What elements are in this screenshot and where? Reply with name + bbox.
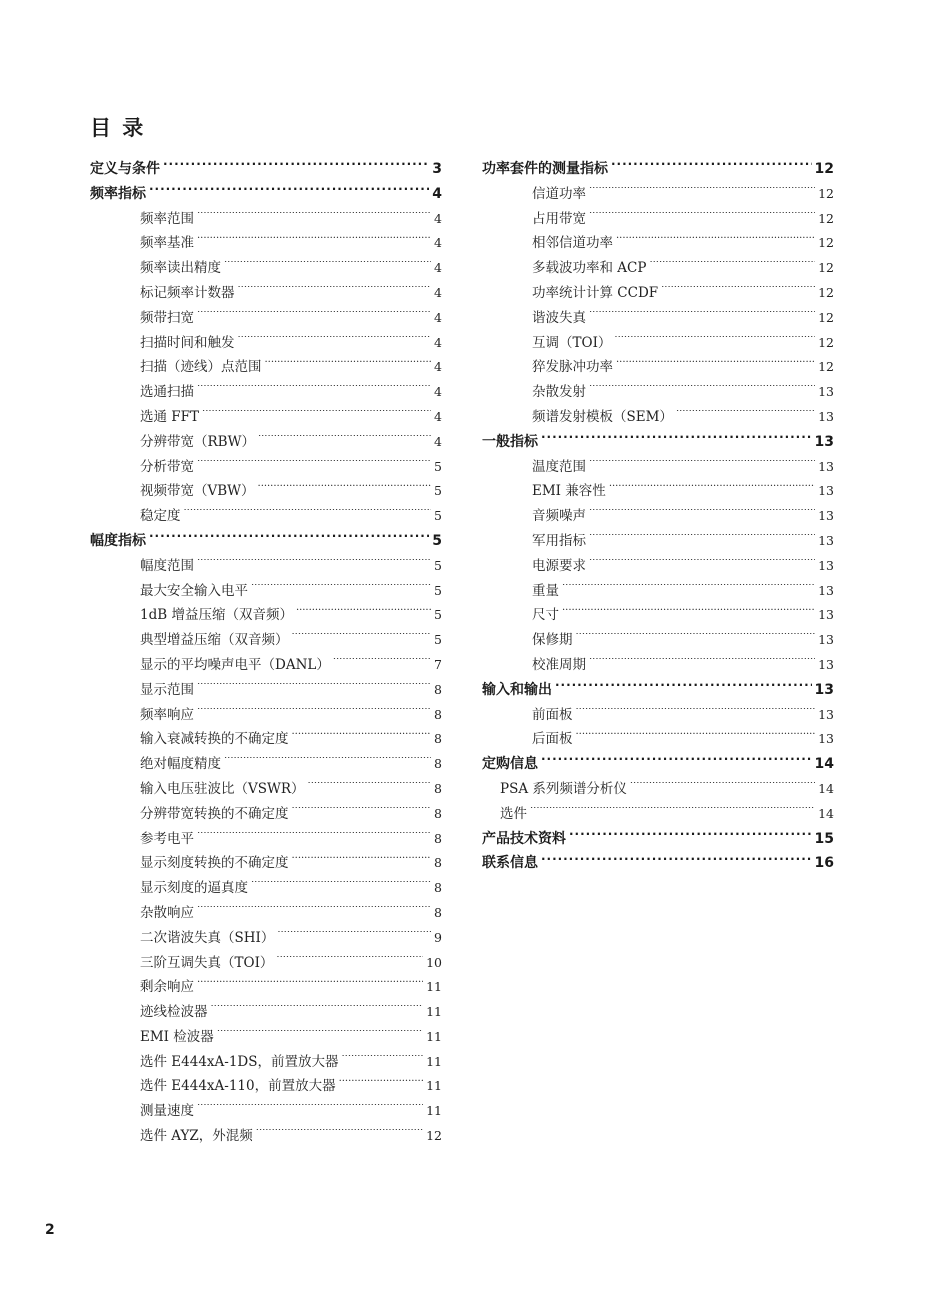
toc-entry-label: 校准周期 [532, 656, 586, 673]
toc-entry-page: 5 [434, 508, 442, 524]
toc-subsection-link[interactable] [482, 380, 834, 405]
dot-leader [616, 360, 815, 372]
dot-leader [292, 807, 432, 819]
toc-entry-page: 4 [432, 185, 442, 202]
toc-section-link[interactable] [482, 678, 834, 703]
toc-entry-page: 12 [818, 260, 834, 276]
toc-subsection-link[interactable] [90, 355, 442, 380]
toc-subsection-link[interactable] [482, 256, 834, 281]
toc-subsection-link[interactable] [90, 1050, 442, 1075]
toc-entry-page: 4 [434, 309, 442, 325]
toc-entry-label: 频带扫宽 [140, 309, 194, 326]
toc-section-link[interactable] [90, 157, 442, 182]
toc-entry-label: 三阶互调失真（TOI） [140, 954, 274, 971]
toc-entry-page: 8 [434, 780, 442, 796]
toc-subsection-link[interactable] [90, 405, 442, 430]
toc-subsection-link[interactable] [90, 678, 442, 703]
toc-subsection-link[interactable] [90, 951, 442, 976]
toc-entry-page: 11 [426, 1053, 442, 1069]
dot-leader [163, 162, 429, 174]
toc-section-link[interactable] [482, 430, 834, 455]
toc-subsection-link[interactable] [90, 628, 442, 653]
toc-subsection-link[interactable] [482, 331, 834, 356]
toc-entry-label: 保修期 [532, 632, 573, 649]
dot-leader [197, 311, 431, 323]
toc-entry-label: 稳定度 [140, 508, 181, 525]
toc-entry-label: 温度范围 [532, 458, 586, 475]
page-title: 目 录 [90, 116, 146, 140]
toc-entry-label: 杂散响应 [140, 904, 194, 921]
toc-entry-label: 幅度范围 [140, 557, 194, 574]
toc-subsection-link[interactable] [90, 231, 442, 256]
toc-entry-page: 7 [434, 656, 442, 672]
toc-subsection-link[interactable] [90, 1000, 442, 1025]
toc-entry-label: 谐波失真 [532, 309, 586, 326]
toc-entry-label: 视频带宽（VBW） [140, 483, 255, 500]
toc-subsection-link[interactable] [482, 231, 834, 256]
toc-entry-page: 4 [434, 384, 442, 400]
toc-entry-page: 5 [434, 632, 442, 648]
dot-leader [251, 881, 431, 893]
toc-entry-page: 15 [814, 830, 834, 847]
toc-subsection-link[interactable] [90, 901, 442, 926]
toc-subsection-link[interactable] [482, 306, 834, 331]
toc-left-column [90, 157, 442, 1149]
toc-subsection-link[interactable] [90, 479, 442, 504]
toc-entry-label: 信道功率 [532, 185, 586, 202]
toc-entry-label: 尺寸 [532, 607, 559, 624]
toc-entry-page: 13 [818, 508, 834, 524]
toc-entry-page: 5 [434, 582, 442, 598]
toc-entry-page: 16 [814, 855, 834, 872]
toc-entry-page: 5 [434, 607, 442, 623]
toc-entry-label: 功率统计计算 CCDF [532, 284, 659, 301]
toc-entry-label: 频率范围 [140, 210, 194, 227]
toc-entry-label: 幅度指标 [90, 532, 146, 549]
toc-entry-page: 13 [818, 706, 834, 722]
toc-entry-label: 显示刻度转换的不确定度 [140, 855, 289, 872]
toc-entry-label: 扫描（迹线）点范围 [140, 359, 262, 376]
toc-subsection-link[interactable] [482, 554, 834, 579]
toc-entry-page: 13 [818, 731, 834, 747]
toc-subsection-link[interactable] [90, 306, 442, 331]
toc-entry-label: 选件 E444xA-1DS，前置放大器 [140, 1053, 339, 1070]
toc-entry-page: 13 [818, 656, 834, 672]
toc-subsection-link[interactable] [90, 1074, 442, 1099]
toc-subsection-link[interactable] [90, 851, 442, 876]
toc-entry-label: 参考电平 [140, 830, 194, 847]
toc-subsection-link[interactable] [90, 455, 442, 480]
toc-subsection-link[interactable] [482, 182, 834, 207]
toc-entry-page: 13 [818, 632, 834, 648]
toc-entry-label: 频率基准 [140, 235, 194, 252]
toc-subsection-link[interactable] [90, 777, 442, 802]
page-number: 2 [45, 1222, 55, 1238]
dot-leader [589, 534, 815, 546]
toc-entry-label: 测量速度 [140, 1103, 194, 1120]
toc-entry-page: 11 [426, 1028, 442, 1044]
dot-leader [308, 782, 432, 794]
toc-entry-page: 12 [818, 309, 834, 325]
dot-leader [576, 708, 816, 720]
dot-leader [611, 162, 812, 174]
toc-entry-page: 12 [818, 210, 834, 226]
toc-entry-page: 8 [434, 904, 442, 920]
toc-section-link[interactable] [482, 752, 834, 777]
dot-leader [339, 1079, 423, 1091]
dot-leader [292, 732, 432, 744]
toc-subsection-link[interactable] [482, 207, 834, 232]
dot-leader [224, 261, 431, 273]
toc-entry-page: 4 [434, 235, 442, 251]
dot-leader [238, 336, 432, 348]
dot-leader [530, 807, 815, 819]
toc-entry-label: 输入电压驻波比（VSWR） [140, 780, 305, 797]
dot-leader [277, 931, 431, 943]
dot-leader [630, 782, 815, 794]
toc-entry-page: 12 [818, 334, 834, 350]
toc-entry-page: 8 [434, 880, 442, 896]
toc-entry-page: 5 [432, 532, 442, 549]
dot-leader [238, 286, 432, 298]
toc-entry-page: 4 [434, 433, 442, 449]
toc-entry-page: 13 [818, 384, 834, 400]
toc-entry-label: 产品技术资料 [482, 830, 566, 847]
dot-leader [251, 584, 431, 596]
dot-leader [589, 385, 815, 397]
toc-subsection-link[interactable] [90, 554, 442, 579]
toc-entry-page: 14 [818, 780, 834, 796]
dot-leader [224, 757, 431, 769]
toc-right-column [482, 157, 834, 876]
toc-entry-label: 典型增益压缩（双音频） [140, 632, 289, 649]
toc-entry-page: 13 [818, 532, 834, 548]
toc-subsection-link[interactable] [90, 207, 442, 232]
dot-leader [661, 286, 815, 298]
toc-entry-label: 绝对幅度精度 [140, 756, 221, 773]
toc-subsection-link[interactable] [90, 579, 442, 604]
toc-subsection-link[interactable] [90, 380, 442, 405]
toc-entry-label: 输入衰减转换的不确定度 [140, 731, 289, 748]
dot-leader [609, 484, 815, 496]
toc-subsection-link[interactable] [482, 802, 834, 827]
toc-entry-page: 14 [814, 756, 834, 773]
toc-entry-page: 11 [426, 1004, 442, 1020]
toc-entry-label: 频率读出精度 [140, 260, 221, 277]
toc-entry-page: 12 [818, 359, 834, 375]
toc-subsection-link[interactable] [90, 603, 442, 628]
toc-entry-label: 一般指标 [482, 433, 538, 450]
toc-entry-label: 频谱发射模板（SEM） [532, 408, 673, 425]
toc-entry-page: 13 [818, 607, 834, 623]
toc-subsection-link[interactable] [90, 504, 442, 529]
toc-subsection-link[interactable] [482, 727, 834, 752]
dot-leader [184, 509, 432, 521]
dot-leader [649, 261, 815, 273]
toc-subsection-link[interactable] [90, 876, 442, 901]
dot-leader [555, 683, 812, 695]
toc-entry-label: 军用指标 [532, 532, 586, 549]
dot-leader [292, 856, 432, 868]
toc-entry-label: 功率套件的测量指标 [482, 161, 608, 177]
toc-entry-label: 分析带宽 [140, 458, 194, 475]
toc-subsection-link[interactable] [482, 479, 834, 504]
dot-leader [342, 1055, 424, 1067]
toc-entry-label: 选通扫描 [140, 384, 194, 401]
toc-subsection-link[interactable] [482, 455, 834, 480]
toc-subsection-link[interactable] [90, 430, 442, 455]
toc-entry-page: 8 [434, 805, 442, 821]
toc-entry-page: 8 [434, 855, 442, 871]
toc-entry-label: 前面板 [532, 706, 573, 723]
dot-leader [562, 584, 815, 596]
dot-leader [258, 484, 432, 496]
dot-leader [197, 683, 431, 695]
toc-entry-page: 5 [434, 483, 442, 499]
toc-subsection-link[interactable] [90, 1025, 442, 1050]
toc-subsection-link[interactable] [482, 603, 834, 628]
dot-leader [276, 956, 423, 968]
toc-entry-label: 剩余响应 [140, 979, 194, 996]
toc-entry-label: 多载波功率和 ACP [532, 260, 647, 277]
toc-subsection-link[interactable] [90, 281, 442, 306]
dot-leader [149, 534, 429, 546]
dot-leader [562, 608, 815, 620]
toc-entry-label: 猝发脉冲功率 [532, 359, 613, 376]
toc-subsection-link[interactable] [90, 256, 442, 281]
toc-entry-page: 12 [426, 1128, 442, 1144]
toc-entry-label: 音频噪声 [532, 508, 586, 525]
toc-entry-page: 8 [434, 830, 442, 846]
toc-section-link[interactable] [90, 529, 442, 554]
toc-entry-page: 4 [434, 260, 442, 276]
dot-leader [569, 832, 812, 844]
dot-leader [676, 410, 815, 422]
toc-subsection-link[interactable] [90, 703, 442, 728]
toc-entry-label: 定义与条件 [90, 161, 160, 177]
toc-entry-label: 选件 AYZ，外混频 [140, 1128, 253, 1145]
dot-leader [149, 187, 429, 199]
toc-entry-page: 8 [434, 756, 442, 772]
toc-entry-page: 12 [818, 235, 834, 251]
toc-subsection-link[interactable] [482, 777, 834, 802]
toc-entry-page: 5 [434, 458, 442, 474]
toc-entry-page: 12 [818, 185, 834, 201]
toc-entry-label: 互调（TOI） [532, 334, 612, 351]
toc-entry-page: 13 [818, 582, 834, 598]
toc-section-link[interactable] [482, 851, 834, 876]
toc-entry-page: 8 [434, 706, 442, 722]
toc-entry-label: EMI 检波器 [140, 1028, 214, 1045]
toc-entry-label: 频率响应 [140, 706, 194, 723]
dot-leader [589, 559, 815, 571]
dot-leader [614, 336, 815, 348]
toc-entry-label: 选件 [500, 805, 527, 822]
toc-section-link[interactable] [90, 182, 442, 207]
dot-leader [211, 1005, 424, 1017]
toc-subsection-link[interactable] [90, 802, 442, 827]
toc-entry-page: 4 [434, 284, 442, 300]
toc-entry-page: 4 [434, 408, 442, 424]
toc-section-link[interactable] [482, 157, 834, 182]
dot-leader [197, 212, 431, 224]
toc-subsection-link[interactable] [482, 405, 834, 430]
toc-entry-page: 3 [432, 161, 442, 177]
toc-entry-page: 4 [434, 334, 442, 350]
toc-entry-page: 9 [434, 929, 442, 945]
toc-entry-label: 显示的平均噪声电平（DANL） [140, 656, 330, 673]
toc-entry-label: 频率指标 [90, 185, 146, 202]
dot-leader [197, 385, 431, 397]
toc-entry-page: 8 [434, 731, 442, 747]
toc-entry-label: 电源要求 [532, 557, 586, 574]
toc-entry-page: 4 [434, 359, 442, 375]
dot-leader [589, 658, 815, 670]
toc-entry-label: 1dB 增益压缩（双音频） [140, 607, 293, 624]
dot-leader [197, 559, 431, 571]
dot-leader [256, 1129, 423, 1141]
toc-entry-page: 14 [818, 805, 834, 821]
dot-leader [589, 509, 815, 521]
dot-leader [202, 410, 431, 422]
toc-subsection-link[interactable] [90, 975, 442, 1000]
dot-leader [265, 360, 432, 372]
dot-leader [541, 757, 812, 769]
toc-entry-page: 4 [434, 210, 442, 226]
toc-subsection-link[interactable] [90, 926, 442, 951]
dot-leader [616, 236, 815, 248]
toc-entry-page: 12 [814, 161, 834, 177]
dot-leader [576, 633, 816, 645]
toc-entry-label: 选通 FFT [140, 408, 200, 425]
dot-leader [541, 435, 812, 447]
toc-entry-label: 分辨带宽转换的不确定度 [140, 805, 289, 822]
dot-leader [197, 832, 431, 844]
dot-leader [197, 460, 431, 472]
dot-leader [197, 708, 431, 720]
dot-leader [589, 311, 815, 323]
toc-entry-page: 11 [426, 1078, 442, 1094]
dot-leader [333, 658, 431, 670]
toc-entry-label: EMI 兼容性 [532, 483, 606, 500]
toc-entry-label: 最大安全输入电平 [140, 582, 248, 599]
toc-entry-page: 12 [818, 284, 834, 300]
dot-leader [197, 906, 431, 918]
toc-subsection-link[interactable] [482, 529, 834, 554]
toc-entry-label: 后面板 [532, 731, 573, 748]
dot-leader [197, 236, 431, 248]
toc-entry-page: 11 [426, 979, 442, 995]
toc-entry-page: 10 [426, 954, 442, 970]
toc-entry-label: 相邻信道功率 [532, 235, 613, 252]
toc-entry-page: 13 [818, 458, 834, 474]
toc-subsection-link[interactable] [482, 281, 834, 306]
toc-entry-label: 显示刻度的逼真度 [140, 880, 248, 897]
toc-subsection-link[interactable] [482, 703, 834, 728]
toc-entry-page: 5 [434, 557, 442, 573]
dot-leader [296, 608, 431, 620]
toc-entry-page: 13 [814, 681, 834, 698]
toc-entry-label: 定购信息 [482, 756, 538, 773]
toc-entry-page: 11 [426, 1103, 442, 1119]
dot-leader [258, 435, 431, 447]
dot-leader [292, 633, 432, 645]
toc-entry-label: 杂散发射 [532, 384, 586, 401]
dot-leader [589, 187, 815, 199]
toc-subsection-link[interactable] [482, 579, 834, 604]
dot-leader [576, 732, 816, 744]
toc-subsection-link[interactable] [90, 1099, 442, 1124]
dot-leader [197, 1104, 423, 1116]
toc-entry-label: 扫描时间和触发 [140, 334, 235, 351]
toc-entry-label: 分辨带宽（RBW） [140, 433, 255, 450]
toc-entry-label: 选件 E444xA-110，前置放大器 [140, 1078, 336, 1095]
dot-leader [589, 460, 815, 472]
toc-entry-page: 8 [434, 681, 442, 697]
toc-entry-label: PSA 系列频谱分析仪 [500, 780, 627, 797]
toc-section-link[interactable] [482, 827, 834, 852]
toc-entry-label: 迹线检波器 [140, 1004, 208, 1021]
toc-subsection-link[interactable] [482, 504, 834, 529]
toc-subsection-link[interactable] [90, 752, 442, 777]
toc-subsection-link[interactable] [90, 1124, 442, 1149]
toc-entry-page: 13 [818, 483, 834, 499]
toc-entry-label: 标记频率计数器 [140, 284, 235, 301]
toc-entry-label: 占用带宽 [532, 210, 586, 227]
toc-entry-label: 重量 [532, 582, 559, 599]
toc-entry-label: 二次谐波失真（SHI） [140, 929, 275, 946]
toc-entry-page: 13 [814, 433, 834, 450]
toc-subsection-link[interactable] [482, 628, 834, 653]
toc-entry-page: 13 [818, 408, 834, 424]
toc-subsection-link[interactable] [90, 827, 442, 852]
toc-subsection-link[interactable] [482, 355, 834, 380]
toc-entry-label: 联系信息 [482, 855, 538, 872]
dot-leader [589, 212, 815, 224]
dot-leader [217, 1030, 423, 1042]
toc-subsection-link[interactable] [482, 653, 834, 678]
dot-leader [541, 856, 812, 868]
dot-leader [197, 980, 423, 992]
toc-subsection-link[interactable] [90, 653, 442, 678]
toc-subsection-link[interactable] [90, 331, 442, 356]
toc-subsection-link[interactable] [90, 727, 442, 752]
toc-entry-label: 显示范围 [140, 681, 194, 698]
toc-entry-label: 输入和输出 [482, 681, 552, 698]
toc-entry-page: 13 [818, 557, 834, 573]
